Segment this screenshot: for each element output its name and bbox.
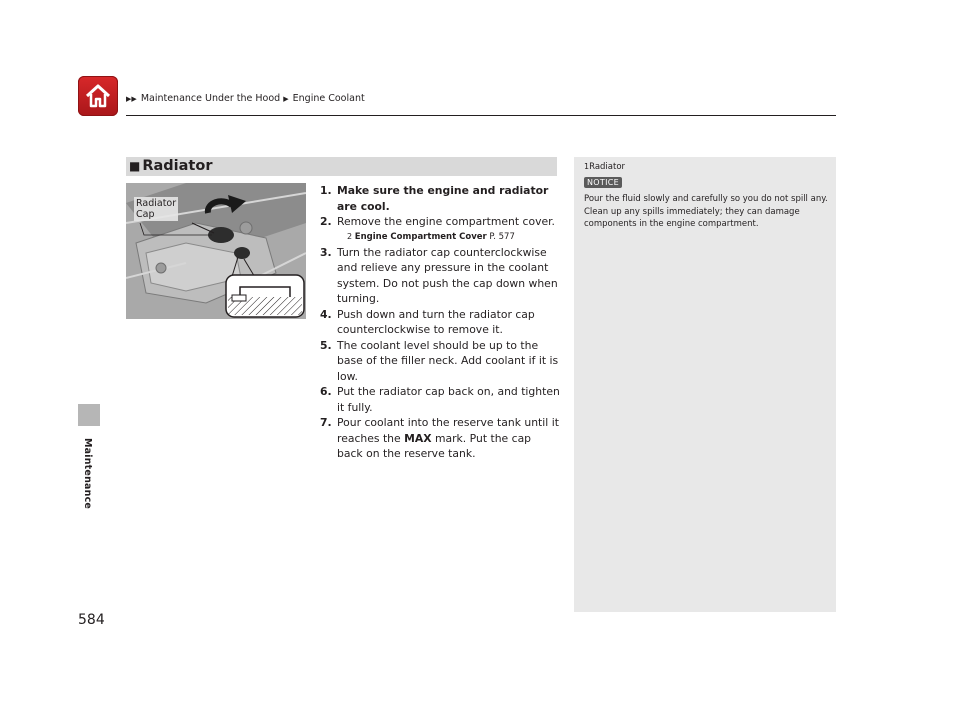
- note-panel: [574, 157, 836, 612]
- radiator-cap-callout: [134, 197, 178, 221]
- step-4: [320, 307, 560, 338]
- step-text: Remove the engine compartment cover.: [337, 215, 555, 228]
- step-number: 6.: [320, 385, 332, 398]
- sidebar-label: Maintenance: [82, 438, 93, 510]
- step-number: 4.: [320, 307, 332, 321]
- step-1: [320, 183, 560, 214]
- radiator-illustration: [126, 183, 306, 319]
- header-rule: [126, 115, 836, 116]
- step-text: The coolant level should be up to the base of the filler neck. Add coolant if it is low.: [337, 338, 559, 383]
- step-number: 2.: [320, 215, 332, 228]
- breadcrumb-link-maintenance-under-hood[interactable]: Maintenance Under the Hood: [140, 93, 281, 104]
- step-number: 7.: [320, 416, 332, 429]
- notice-text: Pour the fluid slowly and carefully so you do not spill any. Clean up any spills immediately; they can damage components in the engine compartment.: [584, 194, 828, 229]
- home-icon: [83, 81, 113, 111]
- notice-badge: NOTICE: [584, 177, 622, 188]
- sidebar-tab[interactable]: [78, 404, 100, 426]
- section-marker-icon: ■: [129, 159, 141, 173]
- reference-title: Engine Compartment Cover: [354, 231, 487, 242]
- step-5: [320, 338, 560, 385]
- note-marker-icon: 1: [584, 162, 590, 171]
- step-text: Push down and turn the radiator cap counterclockwise to remove it.: [337, 307, 535, 336]
- reference-arrow-icon: 2: [347, 231, 353, 241]
- callout-line-2: Cap: [136, 209, 155, 220]
- step-number: 1.: [320, 184, 332, 197]
- step-text: Turn the radiator cap counterclockwise and relieve any pressure in the coolant system. Do not push the cap down when turning.: [337, 245, 558, 305]
- section-heading: [126, 157, 557, 176]
- breadcrumb-separator-icon: ▶: [283, 95, 289, 103]
- procedure-steps: [320, 183, 560, 462]
- breadcrumb: [126, 93, 365, 104]
- home-button[interactable]: [78, 76, 118, 116]
- step-text-before: Pour coolant into the reserve tank until it reaches the: [337, 416, 559, 445]
- step-number: 3.: [320, 245, 332, 259]
- step-text: Make sure the engine and radiator are cool.: [337, 184, 549, 213]
- reference-page: P. 577: [489, 231, 515, 242]
- note-title: Radiator: [589, 162, 626, 172]
- page-number: 584: [78, 612, 105, 628]
- callout-line-1: Radiator: [136, 198, 177, 209]
- step-text-after: mark. Put the cap back on the reserve tank.: [337, 431, 532, 460]
- step-text: Put the radiator cap back on, and tighten it fully.: [337, 385, 560, 414]
- breadcrumb-current-engine-coolant[interactable]: Engine Coolant: [292, 93, 365, 104]
- step-3: [320, 245, 560, 307]
- section-title: Radiator: [142, 158, 213, 174]
- breadcrumb-arrow-icon: ▶▶: [126, 95, 137, 103]
- cross-reference-link[interactable]: [320, 230, 560, 244]
- max-mark-label: MAX: [404, 431, 432, 445]
- step-2: [320, 214, 560, 230]
- step-6: [320, 384, 560, 415]
- step-7: [320, 415, 560, 462]
- note-heading: [584, 162, 625, 172]
- step-number: 5.: [320, 338, 332, 352]
